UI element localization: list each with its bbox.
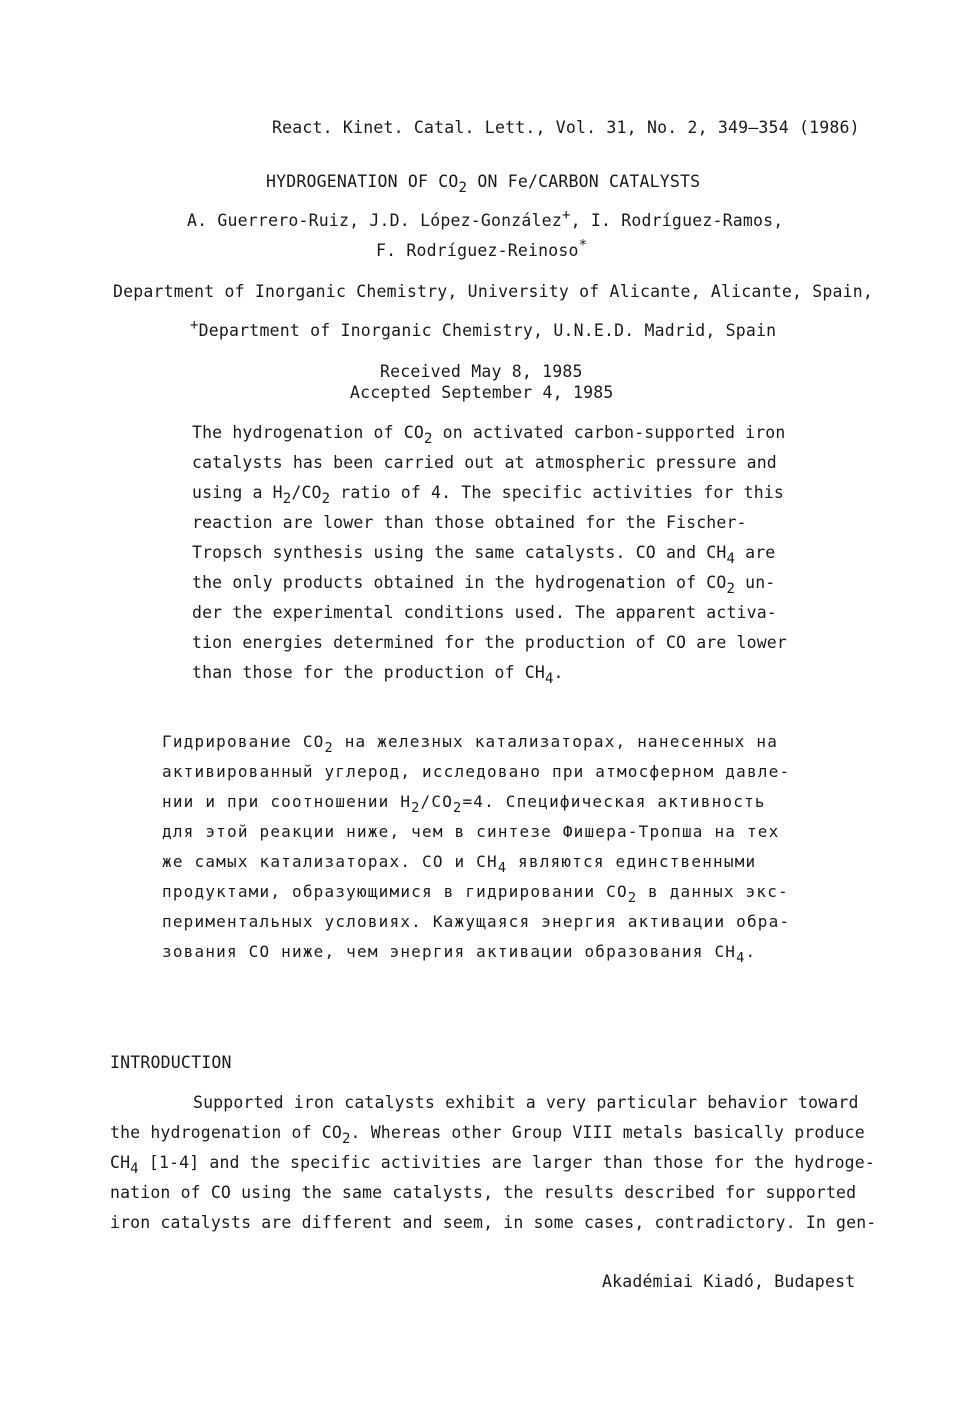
- abstract-ru-line: зования CO ниже, чем энергия активации образования $CH_4$.: [162, 942, 757, 966]
- journal-citation: React. Kinet. Catal. Lett., Vol. 31, No. 2, 349–354 (1986): [272, 118, 860, 137]
- abstract-ru-line: для этой реакции ниже, чем в синтезе Фишера-Тропша на тех: [162, 822, 780, 841]
- abstract-en-line: reaction are lower than those obtained for the Fischer-: [192, 513, 747, 532]
- publisher-footer: Akadémiai Kiadó, Budapest: [602, 1272, 856, 1291]
- abstract-en-line: catalysts has been carried out at atmospheric pressure and: [192, 453, 777, 472]
- section-heading-introduction: INTRODUCTION: [110, 1053, 232, 1072]
- intro-line: iron catalysts are different and seem, in some cases, contradictory. In gen-: [110, 1213, 877, 1232]
- abstract-ru-line: нии и при соотношении $H_2/CO_2=4$. Специфическая активность: [162, 792, 766, 816]
- abstract-en-line: than those for the production of $CH_4$.: [192, 663, 564, 687]
- intro-line: Supported iron catalysts exhibit a very particular behavior toward: [193, 1093, 859, 1112]
- accepted-date: Accepted September 4, 1985: [350, 383, 614, 402]
- affiliation-2: +Department of Inorganic Chemistry, U.N.E.D. Madrid, Spain: [190, 317, 777, 340]
- abstract-en-line: der the experimental conditions used. The apparent activa-: [192, 603, 777, 622]
- intro-line: $CH_4$ [1-4] and the specific activities are larger than those for the hydroge-: [110, 1153, 875, 1177]
- intro-line: nation of CO using the same catalysts, the results described for supported: [110, 1183, 857, 1202]
- abstract-en-line: Tropsch synthesis using the same catalysts. CO and $CH_4$ are: [192, 543, 776, 567]
- abstract-ru-line: же самых катализаторах. CO и $CH_4$ являются единственными: [162, 852, 757, 876]
- intro-line: the hydrogenation of $CO_2$. Whereas other Group VIII metals basically produce: [110, 1123, 865, 1147]
- authors-line-2: F. Rodríguez-Reinoso*: [376, 237, 588, 260]
- authors-line-1: A. Guerrero-Ruiz, J.D. López-González+, I. Rodríguez-Ramos,: [187, 207, 784, 230]
- abstract-en-line: tion energies determined for the production of CO are lower: [192, 633, 787, 652]
- abstract-ru-line: Гидрирование $CO_2$ на железных катализаторах, нанесенных на: [162, 732, 779, 756]
- abstract-ru-line: активированный углерод, исследовано при атмосферном давле-: [162, 762, 791, 781]
- affiliation-1: Department of Inorganic Chemistry, University of Alicante, Alicante, Spain,: [113, 282, 874, 301]
- abstract-en-line: The hydrogenation of $CO_2$ on activated carbon-supported iron: [192, 423, 786, 447]
- paper-title: HYDROGENATION OF $CO_2$ ON Fe/CARBON CATALYSTS: [266, 172, 701, 196]
- abstract-ru-line: периментальных условиях. Кажущаяся энергия активации обра-: [162, 912, 791, 931]
- abstract-en-line: using a $H_2/CO_2$ ratio of 4. The specific activities for this: [192, 483, 784, 507]
- citation-reference: [1-4]: [148, 1153, 200, 1172]
- abstract-ru-line: продуктами, образующимися в гидрировании $CO_2$ в данных экс-: [162, 882, 789, 906]
- abstract-en-line: the only products obtained in the hydrogenation of $CO_2$ un-: [192, 573, 776, 597]
- received-date: Received May 8, 1985: [380, 362, 583, 381]
